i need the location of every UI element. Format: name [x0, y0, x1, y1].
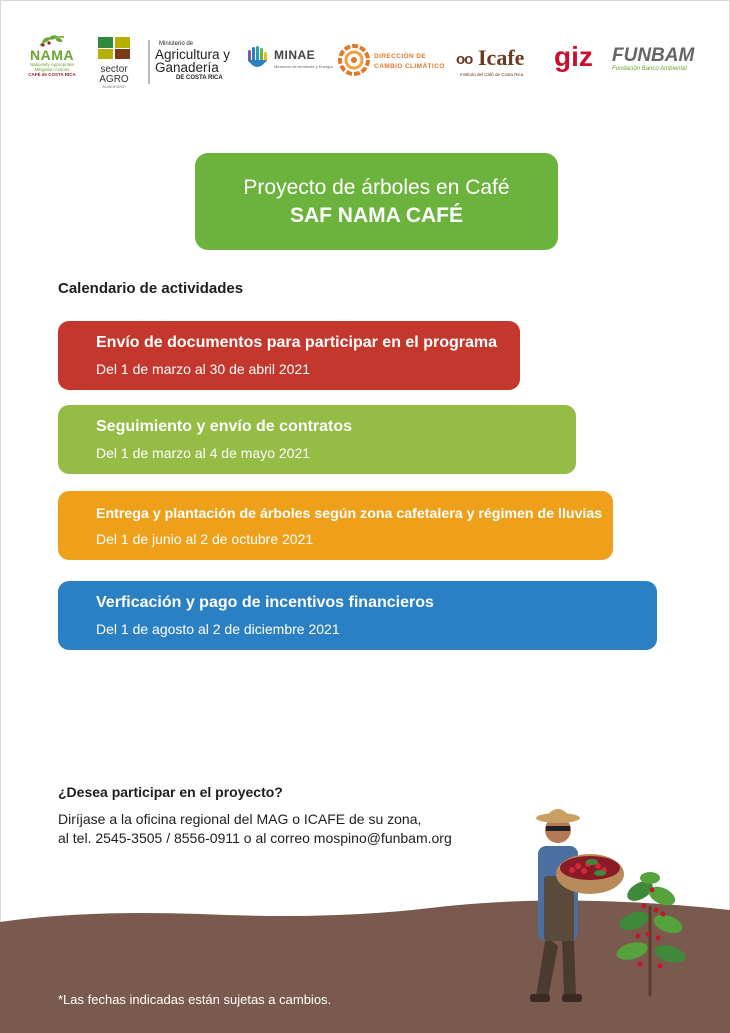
sector-agro-sub: ALIMENTARIO — [102, 85, 126, 89]
activity-title: Envío de documentos para participar en el programa — [96, 334, 497, 351]
nama-logo — [24, 34, 80, 77]
contact-line1: Diríjase a la oficina regional del MAG o ICAFE de su zona, — [58, 811, 422, 827]
minae-hand-icon — [244, 44, 272, 74]
partner-logos — [0, 28, 730, 98]
activity-dates: Del 1 de marzo al 4 de mayo 2021 — [96, 445, 311, 461]
activity-dates: Del 1 de agosto al 2 de diciembre 2021 — [96, 621, 340, 637]
calendar-heading: Calendario de actividades — [58, 280, 244, 297]
activity-verification — [58, 581, 657, 650]
icafe-beans-icon: oo — [456, 51, 473, 68]
activity-documents — [58, 321, 520, 390]
climate-spiral-icon — [338, 44, 370, 76]
sector-agro-line1: sector — [100, 64, 128, 75]
footnote: *Las fechas indicadas están sujetas a cambios. — [58, 992, 332, 1007]
sector-agro-line2: AGRO — [99, 74, 129, 85]
mag-line3: Ganadería — [155, 60, 219, 75]
activity-dates: Del 1 de junio al 2 de octubre 2021 — [96, 531, 314, 547]
minae-sub: Ministerio de Ambiente y Energía — [274, 64, 333, 69]
mag-line1: Ministerio de — [159, 41, 194, 47]
project-title-box — [195, 153, 558, 250]
contact-question: ¿Desea participar en el proyecto? — [58, 784, 283, 800]
mag-line4: DE COSTA RICA — [176, 75, 223, 81]
sector-agro-emblem-icon — [97, 36, 131, 60]
activity-dates: Del 1 de marzo al 30 de abril 2021 — [96, 361, 311, 377]
activity-title: Seguimiento y envío de contratos — [96, 418, 353, 435]
funbam-name: FUNBAM — [612, 45, 695, 66]
coffee-branch-icon — [37, 34, 67, 48]
activity-contracts — [58, 405, 576, 474]
dcc-line1: DIRECCIÓN DE — [374, 53, 427, 60]
activity-planting — [58, 491, 613, 560]
giz-logo: giz — [554, 41, 593, 72]
dcc-line2: CAMBIO CLIMÁTICO — [374, 63, 445, 70]
icafe-sub: Instituto del Café de Costa Rica — [460, 72, 524, 77]
project-subtitle: SAF NAMA CAFÉ — [289, 203, 464, 227]
activity-title: Verficación y pago de incentivos financieros — [96, 594, 434, 611]
nama-line3: CAFÉ de COSTA RICA — [28, 72, 76, 77]
nama-name: NAMA — [30, 47, 74, 63]
coffee-plant-icon — [614, 872, 687, 996]
activity-title: Entrega y plantación de árboles según zona cafetalera y régimen de lluvias — [96, 506, 603, 522]
funbam-logo — [612, 46, 712, 72]
mag-line2: Agricultura y — [155, 47, 231, 62]
contact-line2: al tel. 2545-3505 / 8556-0911 o al correo mospino@funbam.org — [58, 830, 452, 846]
sector-agro-logo — [94, 36, 134, 89]
funbam-sub: Fundación Banco Ambiental — [612, 66, 687, 72]
coffee-farmer-illustration — [500, 796, 730, 1016]
icafe-name: Icafe — [478, 45, 525, 70]
farmer-figure-icon — [530, 809, 624, 1002]
mag-divider — [148, 40, 150, 84]
nama-line1: Nationally Appropriate — [29, 62, 75, 67]
project-title: Proyecto de árboles en Café — [243, 175, 510, 199]
nama-line2: Mitigation Actions — [34, 67, 70, 72]
minae-name: MINAE — [274, 48, 316, 62]
